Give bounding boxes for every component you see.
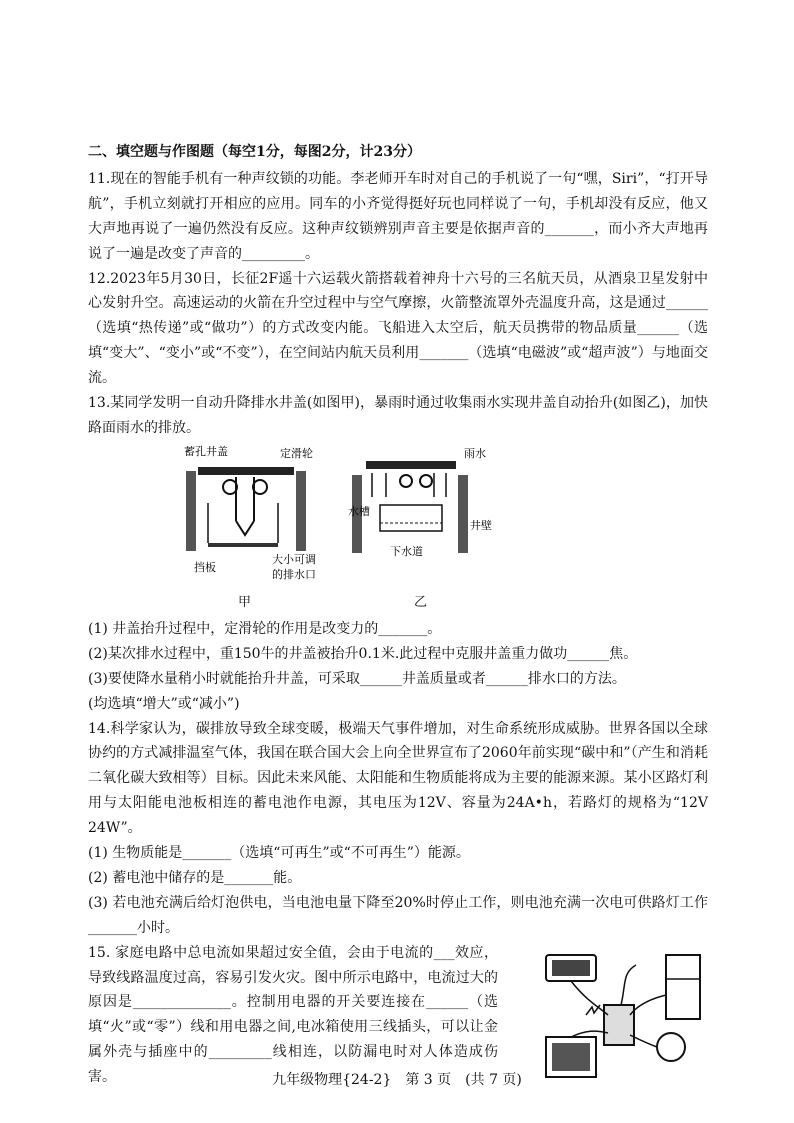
question-14-sub-2: (2) 蓄电池中储存的是_______能。 (88, 869, 302, 886)
fig2-label-wall: 井壁 (470, 518, 492, 532)
question-13-sub-3: (3)要使降水量稍小时就能抬升井盖，可采取______井盖质量或者______排水口的方法。 (88, 670, 626, 687)
figure-yi-diagram (346, 443, 506, 593)
question-14-sub-1: (1) 生物质能是_______（选填“可再生”或“不可再生”）能源。 (88, 845, 470, 862)
q13-figures (88, 443, 708, 613)
question-14: 14.科学家认为，碳排放导致全球变暖，极端天气事件增加，对生命系统形成威胁。世界各国以全球协约的方式减排温室气体，我国在联合国大会上向全世界宣布了2060年前实现“碳中和”（产生和消耗二氧化碳大致相等）目标。因此未来风能、太阳能和生物质能将成为主要的能源来源。某小区路灯利用与太阳能电池板相连的蓄电池作电源，其电压为12V、容量为24A•h，若路灯的规格为“12V 24W”。 (88, 720, 708, 837)
question-14-sub-3: (3) 若电池充满后给灯泡供电，当电池电量下降至20%时停止工作，则电池充满一次电可供路灯工作_______小时。 (88, 894, 708, 936)
fig1-label-baffle: 挡板 (194, 560, 216, 574)
section-title: 二、填空题与作图题（每空1分，每图2分，计23分） (88, 144, 421, 160)
question-13: 13.某同学发明一自动升降排水井盖(如图甲)，暴雨时通过收集雨水实现井盖自动抬升(如图乙)，加快路面雨水的排放。 (88, 395, 708, 436)
fig1-caption: 甲 (238, 594, 252, 610)
fig2-caption: 乙 (414, 594, 428, 610)
exam-page (88, 140, 708, 1090)
page-footer: 九年级物理{24-2} 第 3 页 (共 7 页) (272, 1072, 522, 1088)
question-13-sub-3-note: (均选填“增大”或“减小”) (88, 695, 240, 712)
fig1-label-outlet-2: 的排水口 (272, 567, 316, 581)
question-15: 15. 家庭电路中总电流如果超过安全值，会由于电流的___效应，导致线路温度过高，容易引发火灾。图中所示电路中，电流过大的原因是______________。控制用电器的开关要连接在______（选填“火”或“零”）线和用电器之间,电冰箱使用三线插头，可以让金属外壳与插座中的_________线相连，以防漏电时对人体造成伤害。 (88, 944, 498, 1086)
figure-jia-diagram (180, 443, 330, 593)
fig2-label-tank: 水槽 (348, 504, 370, 518)
fig2-label-sewer: 下水道 (390, 544, 423, 558)
question-13-sub-2: (2)某次排水过程中，重150牛的井盖被抬升0.1米.此过程中克服井盖重力做功______焦。 (88, 645, 638, 662)
question-12: 12.2023年5月30日，长征2F遥十六运载火箭搭载着神舟十六号的三名航天员，从酒泉卫星发射中心发射升空。高速运动的火箭在升空过程中与空气摩擦，火箭整流罩外壳温度升高，这是通过______（选填“热传递”或“做功”）的方式改变内能。飞船进入太空后，航天员携带的物品质量______（选填“变大”、“变小”或“不变”），在空间站内航天员利用_______（选填“电磁波”或“超声波”）与地面交流。 (88, 270, 708, 387)
fig1-label-cover: 蓄孔井盖 (184, 444, 228, 458)
question-13-sub-1: (1) 井盖抬升过程中，定滑轮的作用是改变力的_______。 (88, 620, 442, 637)
fig1-label-outlet-1: 大小可调 (272, 552, 316, 566)
fig1-label-pulley: 定滑轮 (280, 446, 313, 460)
fig2-label-rain: 雨水 (464, 446, 486, 460)
question-11: 11.现在的智能手机有一种声纹锁的功能。李老师开车时对自己的手机说了一句“嘿，Siri”，“打开导航”，手机立刻就打开相应的应用。同车的小齐觉得挺好玩也同样说了一句，手机却没有反应，他又大声地再说了一遍仍然没有反应。这种声纹锁辨别声音主要是依据声音的_______，而小齐大声地再说了一遍是改变了声音的_________。 (88, 170, 708, 262)
